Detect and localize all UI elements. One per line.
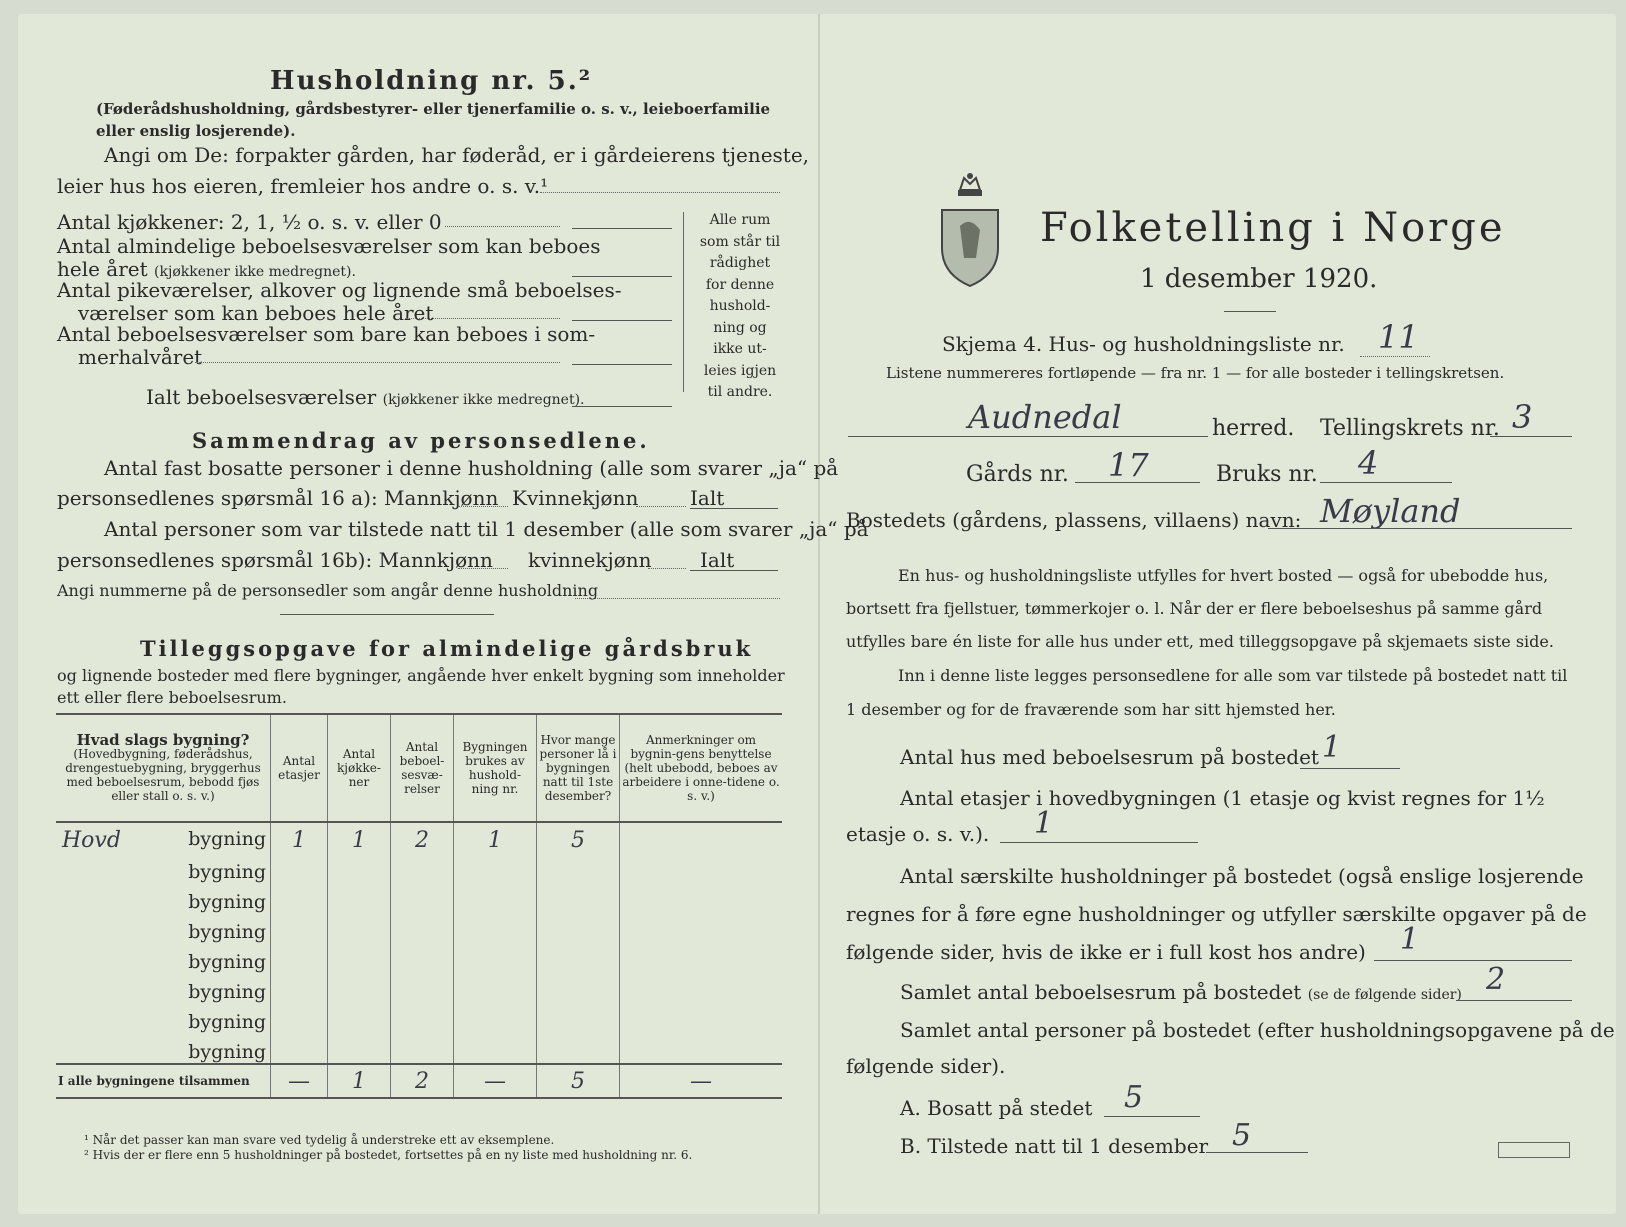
building-name-cell[interactable] bbox=[56, 822, 271, 853]
gards-label: Gårds nr. bbox=[966, 462, 1069, 487]
cell-rom[interactable] bbox=[391, 1033, 454, 1064]
cell-rom[interactable] bbox=[391, 943, 454, 973]
q-hus-value[interactable]: 1 bbox=[1322, 730, 1342, 765]
herred-line bbox=[848, 436, 1208, 437]
cell-personer[interactable] bbox=[537, 883, 620, 913]
angi-answer-line[interactable] bbox=[540, 192, 780, 193]
header-building-type-body: (Hovedbygning, føderådshus, drengestuebygning, bryggerhus med beboelsesrum, bebodd fjøs eller stall o. s. v.) bbox=[65, 747, 261, 803]
b-tilstede-label: B. Tilstede natt til 1 desember bbox=[900, 1134, 1209, 1158]
total-etasjer[interactable]: — bbox=[271, 1064, 328, 1098]
cell-kjokkener[interactable] bbox=[328, 853, 391, 883]
cell-rom[interactable] bbox=[391, 853, 454, 883]
building-table-header bbox=[56, 714, 782, 822]
sammendrag-title: Sammendrag av personsedlene. bbox=[192, 428, 650, 453]
side-note bbox=[694, 210, 786, 404]
fast-mann-label: personsedlenes spørsmål 16 a): Mannkjønn bbox=[57, 486, 499, 510]
side-brace bbox=[683, 212, 687, 392]
bruks-label: Bruks nr. bbox=[1216, 462, 1318, 487]
household-subtitle-line1 bbox=[96, 98, 786, 142]
cell-rom[interactable]: 2 bbox=[391, 822, 454, 853]
tilst-ialt-label: Ialt bbox=[700, 548, 735, 572]
side-note-line: ning og bbox=[713, 319, 767, 336]
household-subtitle: (Føderådshusholdning, gårdsbestyrer- eller tjenerfamilie o. s. v., leieboerfamilie eller enslig losjerende). bbox=[96, 100, 771, 140]
table-row bbox=[56, 943, 782, 973]
q-hush-line-2: regnes for å føre egne husholdninger og utfyller særskilte opgaver på de bbox=[846, 902, 1587, 926]
q-hus-line bbox=[1300, 768, 1400, 769]
side-note-line: Alle rum bbox=[709, 212, 771, 228]
side-note-line: ikke ut- bbox=[713, 341, 767, 357]
bruks-nr[interactable]: 4 bbox=[1358, 444, 1379, 482]
cell-rom[interactable] bbox=[391, 913, 454, 943]
building-name-cell[interactable] bbox=[56, 853, 271, 883]
skjema-label: Skjema 4. Hus- og husholdningsliste nr. bbox=[942, 332, 1345, 356]
cell-rom[interactable] bbox=[391, 1003, 454, 1033]
cell-rom[interactable] bbox=[391, 883, 454, 913]
pike-line-1: Antal pikeværelser, alkover og lignende små beboelses- bbox=[57, 278, 622, 302]
census-title: Folketelling i Norge bbox=[1040, 205, 1506, 251]
tillegg-line-1: og lignende bosteder med flere bygninger, angående hver enkelt bygning som inneholder bbox=[57, 666, 785, 685]
side-note-line: for denne bbox=[705, 276, 775, 293]
cell-anmerkninger[interactable] bbox=[620, 883, 783, 913]
ialt-rooms-label bbox=[146, 385, 585, 409]
cell-etasjer[interactable] bbox=[271, 1003, 328, 1033]
cell-etasjer[interactable] bbox=[271, 943, 328, 973]
header-kjokkener: Antal kjøkke-ner bbox=[328, 714, 391, 822]
footnote-1: ¹ Når det passer kan man svare ved tydelig å understreke ett av eksemplene. bbox=[84, 1133, 555, 1147]
bygning-label: bygning bbox=[188, 1041, 266, 1063]
total-husholdning[interactable]: — bbox=[454, 1064, 537, 1098]
kjokkener-label: Antal kjøkkener: 2, 1, ½ o. s. v. eller 0 bbox=[57, 210, 442, 234]
sommer-line-1: Antal beboelsesværelser som bare kan beboes i som- bbox=[57, 322, 596, 346]
cell-husholdning[interactable] bbox=[454, 943, 537, 973]
cell-personer[interactable] bbox=[537, 913, 620, 943]
table-total-row bbox=[56, 1064, 782, 1098]
ialt-rooms-small: (kjøkkener ikke medregnet). bbox=[382, 392, 585, 408]
footnote-2: ² Hvis der er flere enn 5 husholdninger på bostedet, fortsettes på en ny liste med husholdning nr. 6. bbox=[84, 1148, 693, 1162]
pike-line-2: værelser som kan beboes hele året bbox=[78, 301, 434, 325]
cell-kjokkener[interactable]: 1 bbox=[328, 822, 391, 853]
bosted-name[interactable]: Møyland bbox=[1320, 492, 1461, 530]
a-bosatt-line bbox=[1104, 1116, 1200, 1117]
q-rom-value[interactable]: 2 bbox=[1486, 962, 1506, 997]
tilst-kvinne-label: kvinnekjønn bbox=[528, 548, 652, 572]
table-row bbox=[56, 822, 782, 853]
bruks-line bbox=[1320, 482, 1452, 483]
total-rom[interactable]: 2 bbox=[391, 1064, 454, 1098]
cell-etasjer[interactable] bbox=[271, 913, 328, 943]
coat-of-arms-icon bbox=[938, 170, 1002, 292]
cell-etasjer[interactable] bbox=[271, 973, 328, 1003]
cell-anmerkninger[interactable] bbox=[620, 943, 783, 973]
side-note-line: som står til bbox=[699, 233, 781, 250]
table-row bbox=[56, 883, 782, 913]
cell-personer[interactable]: 5 bbox=[537, 822, 620, 853]
header-building-type bbox=[56, 714, 271, 822]
cell-anmerkninger[interactable] bbox=[620, 853, 783, 883]
cell-kjokkener[interactable] bbox=[328, 973, 391, 1003]
alm-line-2-text: hele året bbox=[57, 257, 148, 281]
tillegg-line-2: ett eller flere beboelsesrum. bbox=[57, 688, 287, 707]
side-note-line: hushold- bbox=[709, 298, 771, 314]
header-beboelsesrom: Antal beboel-sesvæ-relser bbox=[391, 714, 454, 822]
b-tilstede-value[interactable]: 5 bbox=[1232, 1118, 1252, 1153]
cell-anmerkninger[interactable] bbox=[620, 913, 783, 943]
q-hush-line-1: Antal særskilte husholdninger på bostedet (også enslige losjerende bbox=[900, 864, 1584, 888]
header-personer: Hvor mange personer lå i bygningen natt til 1ste desember? bbox=[537, 714, 620, 822]
pike-answer[interactable] bbox=[572, 320, 672, 321]
cell-rom[interactable] bbox=[391, 973, 454, 1003]
side-note-line: leies igjen bbox=[703, 362, 777, 379]
fast-ialt-answer[interactable] bbox=[690, 508, 778, 509]
cell-etasjer[interactable]: 1 bbox=[271, 822, 328, 853]
angi-line-2: leier hus hos eieren, fremleier hos andre o. s. v.¹ bbox=[57, 174, 549, 198]
sommer-dots bbox=[195, 362, 560, 363]
cell-etasjer[interactable] bbox=[271, 1033, 328, 1064]
building-name-cell[interactable] bbox=[56, 973, 271, 1003]
tellingskrets-line bbox=[1490, 436, 1572, 437]
fast-kvinne-label: Kvinnekjønn bbox=[512, 486, 639, 510]
total-anmerkninger[interactable]: — bbox=[620, 1064, 783, 1098]
instruction-1: En hus- og husholdningsliste utfylles for hvert bosted — også for ubebodde hus, bbox=[898, 566, 1549, 585]
herred-label: herred. bbox=[1212, 416, 1295, 441]
q-rom-small: (se de følgende sider) bbox=[1307, 987, 1462, 1003]
alm-answer[interactable] bbox=[572, 276, 672, 277]
instruction-5: 1 desember og for de fraværende som har sitt hjemsted her. bbox=[846, 700, 1336, 719]
cell-kjokkener[interactable] bbox=[328, 913, 391, 943]
q-pers-line-1: Samlet antal personer på bostedet (efter husholdningsopgavene på de bbox=[900, 1018, 1615, 1042]
alm-line-1: Antal almindelige beboelsesværelser som kan beboes bbox=[57, 234, 601, 258]
table-row bbox=[56, 853, 782, 883]
cell-husholdning[interactable]: 1 bbox=[454, 822, 537, 853]
total-label: I alle bygningene tilsammen bbox=[56, 1064, 271, 1098]
building-name-cell[interactable] bbox=[56, 943, 271, 973]
building-table bbox=[56, 713, 782, 1099]
side-note-line: til andre. bbox=[707, 384, 773, 400]
instruction-4: Inn i denne liste legges personsedlene for alle som var tilstede på bostedet natt til bbox=[898, 666, 1568, 685]
bosted-line bbox=[1268, 528, 1572, 529]
cell-kjokkener[interactable] bbox=[328, 1033, 391, 1064]
header-husholdning: Bygningen brukes av hushold-ning nr. bbox=[454, 714, 537, 822]
tilst-line-2 bbox=[57, 548, 493, 572]
q-etasjer-line-2: etasje o. s. v.). bbox=[846, 822, 990, 846]
building-name-cell[interactable] bbox=[56, 1033, 271, 1064]
side-note-line: rådighet bbox=[709, 255, 771, 271]
title-divider bbox=[1224, 311, 1276, 312]
b-tilstede-line bbox=[1206, 1152, 1308, 1153]
alm-line-2-small: (kjøkkener ikke medregnet). bbox=[154, 264, 356, 280]
table-row bbox=[56, 1003, 782, 1033]
tilst-line-1: Antal personer som var tilstede natt til 1 desember (alle som svarer „ja“ på bbox=[104, 517, 869, 541]
listene-note: Listene nummereres fortløpende — fra nr. 1 — for alle bosteder i tellingskretsen. bbox=[886, 364, 1505, 382]
table-row bbox=[56, 973, 782, 1003]
ialt-rooms-answer[interactable] bbox=[572, 406, 672, 407]
tilst-mann-label: personsedlenes spørsmål 16b): Mannkjønn bbox=[57, 548, 493, 572]
cell-anmerkninger[interactable] bbox=[620, 1003, 783, 1033]
angi-line-1: Angi om De: forpakter gården, har føderåd, er i gårdeierens tjeneste, bbox=[104, 143, 810, 167]
skjema-nr[interactable]: 11 bbox=[1378, 318, 1419, 356]
cell-husholdning[interactable] bbox=[454, 1033, 537, 1064]
table-row bbox=[56, 1033, 782, 1064]
cell-anmerkninger[interactable] bbox=[620, 973, 783, 1003]
building-name-cell[interactable] bbox=[56, 913, 271, 943]
cell-husholdning[interactable] bbox=[454, 1003, 537, 1033]
q-etasjer-value[interactable]: 1 bbox=[1034, 806, 1054, 841]
table-row bbox=[56, 913, 782, 943]
q-etasjer-line-1: Antal etasjer i hovedbygningen (1 etasje og kvist regnes for 1½ bbox=[900, 786, 1545, 810]
header-etasjer: Antal etasjer bbox=[271, 714, 328, 822]
instruction-3: utfylles bare én liste for alle hus under ett, med tilleggsopgave på skjemaets siste side. bbox=[846, 632, 1554, 651]
gards-line bbox=[1075, 482, 1200, 483]
angi-nummer-label: Angi nummerne på de personsedler som angår denne husholdning bbox=[57, 581, 599, 600]
q-rom-label bbox=[900, 980, 1462, 1004]
q-etasjer-line bbox=[1000, 842, 1198, 843]
fast-ialt-label: Ialt bbox=[690, 486, 725, 510]
instruction-2: bortsett fra fjellstuer, tømmerkojer o. l. Når der er flere beboelseshus på samme gård bbox=[846, 599, 1543, 618]
bygning-label: bygning bbox=[188, 1011, 266, 1033]
skjema-nr-line bbox=[1360, 356, 1430, 357]
tilst-mann-answer[interactable] bbox=[458, 568, 508, 569]
cell-personer[interactable] bbox=[537, 853, 620, 883]
tellingskrets-nr[interactable]: 3 bbox=[1512, 398, 1533, 436]
a-bosatt-value[interactable]: 5 bbox=[1124, 1080, 1144, 1115]
q-rom-text: Samlet antal beboelsesrum på bostedet bbox=[900, 980, 1302, 1004]
cell-personer[interactable] bbox=[537, 973, 620, 1003]
tellingskrets-label: Tellingskrets nr. bbox=[1320, 416, 1500, 441]
herred-name[interactable]: Audnedal bbox=[968, 398, 1122, 436]
bygning-label: bygning bbox=[188, 981, 266, 1003]
bygning-label: bygning bbox=[188, 921, 266, 943]
cell-husholdning[interactable] bbox=[454, 913, 537, 943]
bygning-label: bygning bbox=[188, 861, 266, 883]
q-rom-line bbox=[1456, 1000, 1572, 1001]
building-name-cell[interactable] bbox=[56, 1003, 271, 1033]
bygning-label: bygning bbox=[188, 891, 266, 913]
cell-etasjer[interactable] bbox=[271, 883, 328, 913]
total-personer[interactable]: 5 bbox=[537, 1064, 620, 1098]
pike-dots bbox=[405, 318, 560, 319]
cell-etasjer[interactable] bbox=[271, 853, 328, 883]
sommer-answer[interactable] bbox=[572, 364, 672, 365]
cell-anmerkninger[interactable] bbox=[620, 1033, 783, 1064]
cell-personer[interactable] bbox=[537, 1033, 620, 1064]
cell-kjokkener[interactable] bbox=[328, 1003, 391, 1033]
cell-personer[interactable] bbox=[537, 943, 620, 973]
angi-nummer-answer[interactable] bbox=[575, 598, 780, 599]
tillegg-title: Tilleggsopgave for almindelige gårdsbruk bbox=[140, 636, 754, 661]
cell-husholdning[interactable] bbox=[454, 853, 537, 883]
cell-husholdning[interactable] bbox=[454, 883, 537, 913]
cell-kjokkener[interactable] bbox=[328, 943, 391, 973]
bygning-label: bygning bbox=[188, 951, 266, 973]
cell-anmerkninger[interactable] bbox=[620, 822, 783, 853]
fast-line-1: Antal fast bosatte personer i denne husholdning (alle som svarer „ja“ på bbox=[104, 456, 839, 480]
q-hus-label: Antal hus med beboelsesrum på bostedet bbox=[900, 745, 1319, 769]
q-pers-line-2: følgende sider). bbox=[846, 1054, 1006, 1078]
sommer-line-2: merhalvåret bbox=[78, 345, 203, 369]
building-name-cell[interactable] bbox=[56, 883, 271, 913]
kjokkener-answer[interactable] bbox=[572, 228, 672, 229]
printer-stamp bbox=[1498, 1142, 1570, 1158]
header-anmerkninger: Anmerkninger om bygnin-gens benyttelse (helt ubebodd, beboes av arbeidere i onne-tidene o. s. v.) bbox=[620, 714, 783, 822]
fast-line-2 bbox=[57, 486, 498, 510]
q-hush-line-3: følgende sider, hvis de ikke er i full kost hos andre) bbox=[846, 940, 1366, 964]
cell-kjokkener[interactable] bbox=[328, 883, 391, 913]
household-title: Husholdning nr. 5.² bbox=[270, 66, 593, 96]
total-kjokkener[interactable]: 1 bbox=[328, 1064, 391, 1098]
building-name-handwritten: Hovd bbox=[62, 828, 121, 853]
kjokkener-dots bbox=[445, 226, 560, 227]
tilst-kvinne-answer[interactable] bbox=[648, 568, 686, 569]
section-divider bbox=[280, 614, 494, 615]
q-hush-line bbox=[1374, 960, 1572, 961]
a-bosatt-label: A. Bosatt på stedet bbox=[900, 1096, 1093, 1120]
ialt-rooms-text: Ialt beboelsesværelser bbox=[146, 385, 377, 409]
cell-husholdning[interactable] bbox=[454, 973, 537, 1003]
page-fold bbox=[818, 14, 820, 1214]
cell-personer[interactable] bbox=[537, 1003, 620, 1033]
fast-mann-answer[interactable] bbox=[458, 506, 508, 507]
census-date: 1 desember 1920. bbox=[1140, 264, 1378, 294]
bosted-label: Bostedets (gårdens, plassens, villaens) navn: bbox=[846, 508, 1302, 532]
gards-nr[interactable]: 17 bbox=[1108, 446, 1149, 484]
tilst-ialt-answer[interactable] bbox=[690, 570, 778, 571]
bygning-label: bygning bbox=[188, 828, 266, 850]
header-building-type-title: Hvad slags bygning? bbox=[76, 731, 250, 749]
q-hush-value[interactable]: 1 bbox=[1400, 922, 1420, 957]
fast-kvinne-answer[interactable] bbox=[636, 506, 686, 507]
